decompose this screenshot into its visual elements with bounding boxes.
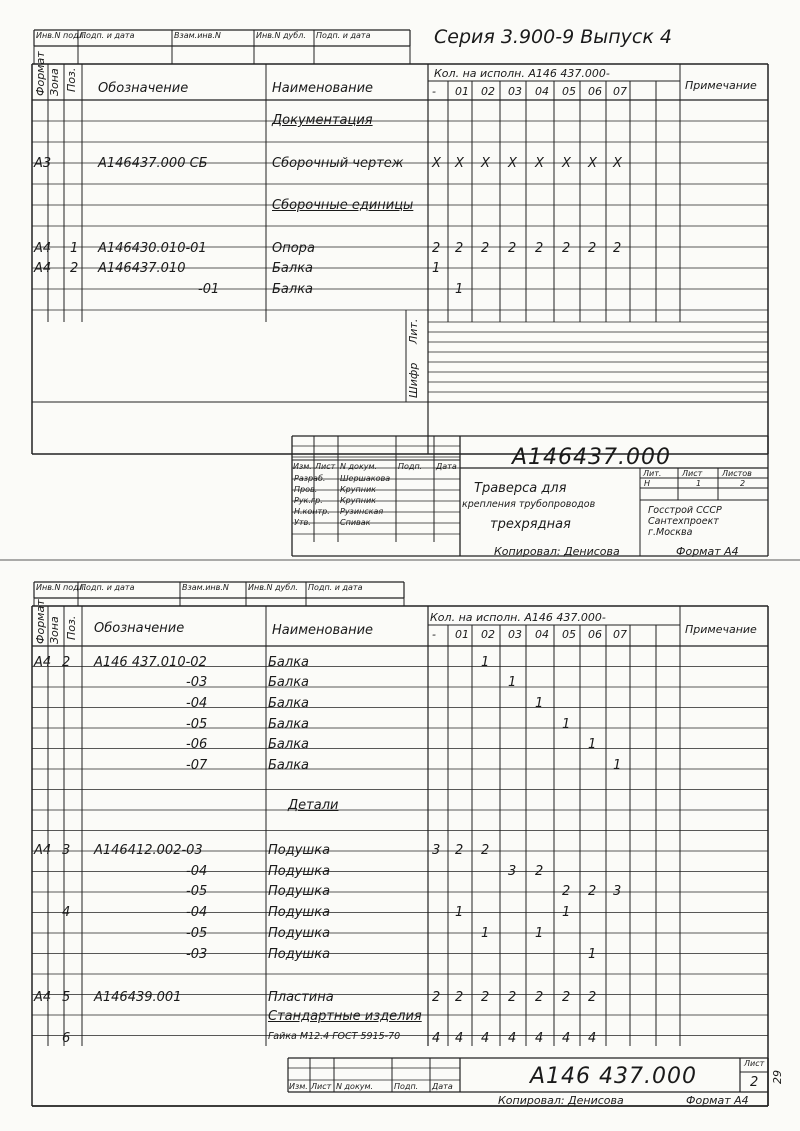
- qty-cell: 4: [432, 1031, 441, 1046]
- row-designation: А146437.000 СБ: [98, 156, 208, 171]
- qty-cell: 2: [455, 241, 464, 256]
- row-name: Сборочный чертеж: [272, 156, 404, 171]
- sheet-value: 2: [750, 1075, 759, 1090]
- stamp-header: Изм.: [289, 1082, 308, 1091]
- qty-cell: 1: [588, 947, 597, 962]
- top-stamp-cell: Взам.инв.N: [182, 583, 229, 592]
- sheets-value: 2: [740, 479, 746, 488]
- row-designation: -03: [186, 947, 208, 962]
- row-format: А4: [34, 655, 52, 670]
- stamp-header: Дата: [436, 462, 457, 471]
- variant-label: 04: [535, 85, 549, 98]
- top-stamp-cell: Инв.N дубл.: [256, 31, 306, 40]
- row-name: Подушка: [268, 843, 331, 858]
- qty-cell: 2: [613, 241, 622, 256]
- stamp-person: Крупник: [340, 496, 376, 505]
- row-format: А4: [34, 843, 52, 858]
- qty-cell: 2: [508, 241, 517, 256]
- row-pos: 5: [62, 990, 71, 1005]
- row-format: А4: [34, 241, 52, 256]
- copied-by: Копировал: Денисова: [498, 1094, 624, 1107]
- qty-cell: 2: [432, 241, 441, 256]
- variant-label: 03: [508, 85, 522, 98]
- copied-by: Копировал: Денисова: [494, 545, 620, 558]
- row-designation: -03: [186, 675, 208, 690]
- top-stamp-cell: Подп. и дата: [80, 31, 135, 40]
- qty-cell: 2: [432, 990, 441, 1005]
- qty-cell: 2: [508, 990, 517, 1005]
- qty-cell: 4: [455, 1031, 464, 1046]
- qty-cell: 3: [432, 843, 441, 858]
- qty-cell: 2: [455, 990, 464, 1005]
- qty-cell: 4: [562, 1031, 571, 1046]
- stamp-header: Лист: [311, 1082, 332, 1091]
- qty-cell: 1: [432, 261, 441, 276]
- qty-cell: 2: [481, 843, 490, 858]
- variant-label: 02: [481, 628, 495, 641]
- row-format: А3: [34, 156, 52, 171]
- qty-cell: X: [455, 156, 464, 171]
- row-name: Пластина: [268, 990, 334, 1005]
- qty-cell: 1: [481, 655, 490, 670]
- qty-cell: 2: [588, 884, 597, 899]
- row-name: Гайка М12.4 ГОСТ 5915-70: [268, 1031, 401, 1042]
- col-format-label: Формат: [34, 599, 47, 644]
- row-designation: -01: [198, 282, 220, 297]
- qty-cell: X: [613, 156, 622, 171]
- stamp-header: Изм.: [293, 462, 312, 471]
- row-designation: -06: [186, 737, 208, 752]
- top-stamp-cell: Подп. и дата: [308, 583, 363, 592]
- qty-cell: 4: [535, 1031, 544, 1046]
- org-line: Сантехпроект: [648, 516, 719, 527]
- stamp-header: N докум.: [336, 1082, 374, 1091]
- format-label: Формат А4: [686, 1094, 749, 1107]
- row-designation: -07: [186, 758, 208, 773]
- row-name: Балка: [272, 261, 314, 276]
- qty-cell: 2: [455, 843, 464, 858]
- row-format: А4: [34, 990, 52, 1005]
- row-name: Балка: [268, 655, 310, 670]
- qty-cell: 2: [481, 241, 490, 256]
- row-designation: -05: [186, 926, 208, 941]
- org-line: Госстрой СССР: [648, 505, 722, 516]
- qty-cell: 4: [481, 1031, 490, 1046]
- stamp-person: Крупник: [340, 485, 376, 494]
- stamp-person: Шершакова: [340, 474, 391, 483]
- col-name-label: Наименование: [272, 623, 374, 638]
- stamp-role: Рук.гр.: [294, 496, 323, 505]
- variant-label: 01: [455, 85, 469, 98]
- row-designation: А146 437.010-02: [94, 655, 207, 670]
- stamp-header: Подп.: [394, 1082, 419, 1091]
- row-name: Балка: [268, 737, 310, 752]
- stamp-role: Разраб.: [294, 474, 326, 483]
- variant-label: -: [432, 85, 436, 98]
- row-name: Сборочные единицы: [272, 198, 414, 213]
- stamp-header: Подп.: [398, 462, 423, 471]
- qty-cell: X: [481, 156, 490, 171]
- col-pos-label: Поз.: [65, 67, 78, 92]
- col-designation-label: Обозначение: [98, 81, 189, 96]
- sheet-value: 1: [696, 479, 702, 488]
- variant-label: -: [432, 628, 436, 641]
- row-name: Подушка: [268, 947, 331, 962]
- sheet-header: Лист: [682, 469, 703, 478]
- stamp-role: Утв.: [294, 518, 311, 527]
- row-pos: 2: [62, 655, 71, 670]
- qty-cell: 2: [588, 990, 597, 1005]
- row-name: Документация: [272, 113, 373, 128]
- col-note-label: Примечание: [685, 79, 757, 92]
- stamp-role: Н.контр.: [294, 507, 330, 516]
- row-name: Подушка: [268, 905, 331, 920]
- row-designation: -04: [186, 696, 208, 711]
- row-name: Балка: [268, 696, 310, 711]
- doc-code: А146 437.000: [530, 1064, 698, 1089]
- row-designation: А146439.001: [94, 990, 182, 1005]
- title-line: крепления трубопроводов: [462, 499, 596, 510]
- qty-cell: X: [508, 156, 517, 171]
- lit-label: Лит.: [407, 318, 420, 344]
- variant-label: 01: [455, 628, 469, 641]
- top-stamp-cell: Подп. и дата: [316, 31, 371, 40]
- qty-cell: 2: [481, 990, 490, 1005]
- row-designation: -04: [186, 905, 208, 920]
- doc-code: А146437.000: [512, 445, 672, 470]
- variant-label: 06: [588, 628, 602, 641]
- variant-label: 06: [588, 85, 602, 98]
- row-designation: А146437.010: [98, 261, 186, 276]
- row-designation: А146430.010-01: [98, 241, 207, 256]
- col-zone-label: Зона: [48, 68, 61, 96]
- qty-cell: 2: [535, 990, 544, 1005]
- qty-cell: X: [562, 156, 571, 171]
- qty-cell: 2: [562, 990, 571, 1005]
- lit-value: Н: [644, 479, 651, 488]
- stamp-person: Рузинская: [340, 507, 384, 516]
- cipher-label: Шифр: [407, 362, 420, 398]
- format-label: Формат А4: [676, 545, 739, 558]
- row-designation: А146412.002-03: [94, 843, 203, 858]
- qty-cell: 2: [562, 884, 571, 899]
- qty-header: Кол. на исполн. А146 437.000-: [430, 611, 606, 624]
- stamp-header: N докум.: [340, 462, 378, 471]
- qty-cell: 1: [455, 905, 464, 920]
- variant-label: 05: [562, 85, 576, 98]
- row-name: Подушка: [268, 884, 331, 899]
- org-line: г.Москва: [648, 527, 693, 538]
- row-pos: 3: [62, 843, 71, 858]
- row-designation: -05: [186, 884, 208, 899]
- series-header: Серия 3.900-9 Выпуск 4: [434, 26, 672, 48]
- qty-cell: 1: [455, 282, 464, 297]
- title-line: трехрядная: [490, 517, 571, 532]
- qty-cell: 2: [562, 241, 571, 256]
- row-pos: 6: [62, 1031, 71, 1046]
- qty-cell: 1: [535, 926, 544, 941]
- col-note-label: Примечание: [685, 623, 757, 636]
- row-designation: -05: [186, 717, 208, 732]
- col-format-label: Формат: [34, 51, 47, 96]
- row-name: Балка: [272, 282, 314, 297]
- qty-cell: 1: [481, 926, 490, 941]
- variant-label: 05: [562, 628, 576, 641]
- lit-header: Лит.: [643, 469, 662, 478]
- row-designation: -04: [186, 864, 208, 879]
- stamp-header: Лист: [315, 462, 336, 471]
- variant-label: 07: [613, 628, 627, 641]
- row-pos: 2: [70, 261, 79, 276]
- qty-cell: 2: [588, 241, 597, 256]
- row-pos: 1: [70, 241, 79, 256]
- qty-cell: 3: [613, 884, 622, 899]
- side-number: 29: [771, 1070, 784, 1084]
- stamp-header: Дата: [432, 1082, 453, 1091]
- col-pos-label: Поз.: [65, 615, 78, 640]
- qty-cell: 4: [588, 1031, 597, 1046]
- row-name: Детали: [288, 798, 339, 813]
- row-name: Балка: [268, 717, 310, 732]
- top-stamp-cell: Инв.N подл.: [36, 31, 87, 40]
- qty-cell: 4: [508, 1031, 517, 1046]
- qty-header: Кол. на исполн. А146 437.000-: [434, 67, 610, 80]
- row-name: Подушка: [268, 926, 331, 941]
- qty-cell: 1: [562, 905, 571, 920]
- variant-label: 02: [481, 85, 495, 98]
- qty-cell: 1: [535, 696, 544, 711]
- qty-cell: 1: [588, 737, 597, 752]
- stamp-person: Спивак: [340, 518, 371, 527]
- qty-cell: X: [588, 156, 597, 171]
- qty-cell: 2: [535, 241, 544, 256]
- qty-cell: 1: [562, 717, 571, 732]
- top-stamp-cell: Инв.N дубл.: [248, 583, 298, 592]
- variant-label: 07: [613, 85, 627, 98]
- title-line: Траверса для: [474, 481, 567, 496]
- qty-cell: 3: [508, 864, 517, 879]
- qty-cell: 1: [613, 758, 622, 773]
- top-stamp-cell: Взам.инв.N: [174, 31, 221, 40]
- row-name: Подушка: [268, 864, 331, 879]
- variant-label: 04: [535, 628, 549, 641]
- variant-label: 03: [508, 628, 522, 641]
- row-name: Балка: [268, 758, 310, 773]
- qty-cell: 2: [535, 864, 544, 879]
- row-pos: 4: [62, 905, 71, 920]
- row-name: Балка: [268, 675, 310, 690]
- row-name: Стандартные изделия: [268, 1009, 422, 1024]
- top-stamp-cell: Подп. и дата: [80, 583, 135, 592]
- top-stamp-cell: Инв.N подл.: [36, 583, 87, 592]
- col-name-label: Наименование: [272, 81, 374, 96]
- col-zone-label: Зона: [48, 616, 61, 644]
- row-format: А4: [34, 261, 52, 276]
- stamp-role: Пров.: [294, 485, 318, 494]
- qty-cell: X: [432, 156, 441, 171]
- sheets-header: Листов: [722, 469, 752, 478]
- sheet-header: Лист: [744, 1059, 765, 1068]
- col-designation-label: Обозначение: [94, 621, 185, 636]
- qty-cell: 1: [508, 675, 517, 690]
- qty-cell: X: [535, 156, 544, 171]
- row-name: Опора: [272, 241, 315, 256]
